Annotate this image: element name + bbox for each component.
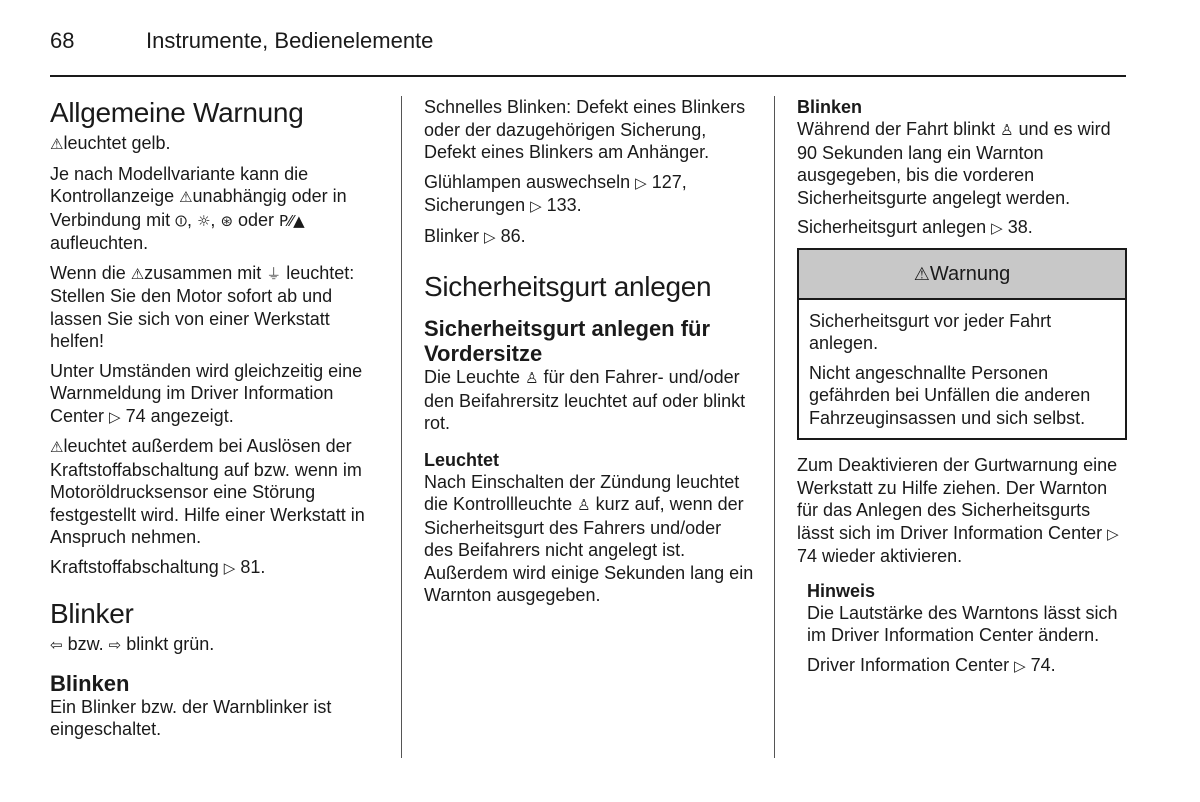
heading-leuchtet: Leuchtet: [424, 449, 500, 470]
paragraph: [50, 556, 382, 580]
page-number: 68: [50, 28, 75, 53]
warning-icon: ⚠: [179, 188, 193, 206]
paragraph: Sicherheitsgurt vor jeder Fahrt anlegen.: [809, 310, 1052, 353]
paragraph: [424, 225, 754, 249]
text: Wenn die: [50, 262, 131, 283]
paragraph: [50, 360, 382, 429]
page-header: [50, 28, 433, 54]
text: Blinker: [424, 225, 485, 246]
engine-icon: ⏼: [175, 211, 187, 230]
seatbelt-icon: ♙: [1000, 121, 1014, 139]
text: wieder aktivieren.: [817, 546, 963, 566]
text: Driver Information Center: [807, 654, 1015, 675]
text: angezeigt.: [145, 405, 234, 426]
paragraph: [797, 118, 1127, 209]
page-reference[interactable]: 86.: [500, 225, 526, 246]
page-reference[interactable]: 127: [651, 171, 682, 192]
paragraph: Ein Blinker bzw. der Warnblinker ist eingeschaltet.: [50, 696, 332, 739]
text: leuchtet gelb.: [63, 133, 171, 153]
warning-icon: ⚠: [50, 438, 64, 456]
text: Glühlampen auswechseln: [424, 171, 636, 192]
text: kurz auf, wenn der Sicherheitsgurt des Fahrers und/oder des Beifahrers nicht angelegt ist. Außerdem wird einige Sekunden lang ein Warnton ausgegeben.: [424, 494, 754, 605]
paragraph: [424, 471, 754, 607]
left-arrow-icon: ⇦: [50, 636, 63, 654]
paragraph: Die Lautstärke des Warntons lässt sich im Driver Information Center ändern.: [807, 602, 1118, 645]
text: aufleuchten.: [50, 233, 149, 253]
paragraph: [50, 262, 382, 353]
paragraph: Nicht angeschnallte Personen gefährden bei Unfällen die anderen Fahrzeuginsassen und sich selbst.: [809, 362, 1091, 428]
text: Sicherheitsgurt anlegen: [797, 217, 992, 237]
paragraph: [424, 171, 754, 218]
text: leuchtet: Stellen Sie den Motor sofort ab und lassen Sie sich von einer Werkstatt helfen!: [50, 262, 355, 351]
warning-icon: ⚠: [130, 264, 145, 283]
warning-icon: ⚠: [50, 135, 64, 153]
heading-blinken: Blinken: [50, 670, 130, 696]
parking-icon: P⁄⁄▲: [279, 211, 305, 230]
text: Je nach Modellvariante kann die Kontrollanzeige: [50, 163, 309, 206]
paragraph: [424, 366, 754, 435]
column-1: [50, 96, 382, 748]
seatbelt-icon: ♙: [525, 369, 539, 387]
heading-note: Hinweis: [807, 580, 876, 601]
text: Die Leuchte: [424, 367, 526, 387]
right-arrow-icon: ⇨: [108, 636, 122, 654]
page-reference[interactable]: 74: [797, 546, 818, 566]
column-divider-2: [774, 96, 775, 758]
reference-icon: ▷: [991, 219, 1003, 237]
text: Während der Fahrt blinkt: [797, 119, 1001, 139]
page-reference[interactable]: 133.: [546, 195, 582, 215]
text: , Sicherungen: [424, 171, 687, 215]
reference-icon: ▷: [109, 407, 121, 426]
page-title: Instrumente, Bedienelemente: [146, 28, 434, 53]
note-block: [797, 580, 1127, 678]
paragraph: [797, 216, 1127, 240]
column-3: [797, 96, 1127, 684]
warning-icon: ⚠: [913, 263, 930, 285]
header-rule: [50, 75, 1126, 77]
warning-box: [797, 248, 1127, 441]
text: unabhängig oder in Verbindung mit: [50, 186, 347, 230]
reference-icon: ▷: [223, 558, 236, 577]
reference-icon: ▷: [484, 227, 496, 246]
page-reference[interactable]: 38.: [1007, 217, 1033, 237]
reference-icon: ▷: [1014, 656, 1026, 675]
column-2: [424, 96, 754, 614]
brake-icon: ⊛: [220, 211, 234, 230]
text: oder: [233, 209, 280, 230]
text: für den Fahrer- und/oder den Beifahrersitz leuchtet auf oder blinkt rot.: [424, 367, 746, 433]
text: und es wird 90 Sekunden lang ein Warnton ausgegeben, bis die vorderen Sicherheitsgurte angelegt werden.: [797, 119, 1111, 208]
warning-box-header: [799, 250, 1125, 300]
paragraph: Je nach Modellvariante kann die Kontrollanzeige ⚠unabhängig oder in Verbindung mit ⏼, ☼, ⊛ oder P⁄⁄▲ aufleuchten.: [50, 163, 347, 253]
heading-front-seats: Sicherheitsgurt anlegen für Vordersitze: [424, 316, 711, 366]
page-reference[interactable]: 74: [125, 405, 146, 426]
text: Zum Deaktivieren der Gurtwarnung eine Werkstatt zu Hilfe ziehen. Der Warnton für das Anlegen des Sicherheitsgurts lässt sich im Driver Information Center: [797, 455, 1118, 543]
page-reference[interactable]: 81.: [240, 556, 266, 577]
text: Unter Umständen wird gleichzeitig eine Warnmeldung im Driver Information Center: [50, 360, 363, 426]
reference-icon: ▷: [635, 173, 647, 192]
text: zusammen mit: [144, 262, 267, 283]
paragraph: [50, 633, 382, 657]
heading-blinken: Blinken: [797, 97, 863, 117]
sun-icon: ☼: [196, 211, 211, 230]
paragraph: [50, 132, 382, 156]
paragraph: [50, 435, 382, 549]
heading-general-warning: Allgemeine Warnung: [50, 97, 304, 128]
heading-blinker: Blinker: [50, 598, 134, 629]
column-divider-1: [401, 96, 402, 758]
warning-title: Warnung: [929, 262, 1011, 285]
reference-icon: ▷: [530, 197, 542, 215]
text: blinkt grün.: [121, 634, 215, 654]
text: leuchtet außerdem bei Auslösen der Kraftstoffabschaltung auf bzw. wenn im Motoröldrucksensor eine Störung festgestellt wird. Hilfe einer Werkstatt in Anspruch nehmen.: [50, 436, 365, 547]
paragraph: [807, 654, 1127, 678]
warning-box-body: [799, 300, 1125, 439]
oil-icon: ⏚: [266, 264, 282, 283]
seatbelt-icon: ♙: [577, 496, 591, 514]
page-reference[interactable]: 74.: [1030, 654, 1056, 675]
text: Nach Einschalten der Zündung leuchtet die Kontrollleuchte: [424, 471, 740, 514]
reference-icon: ▷: [1107, 524, 1119, 543]
text: bzw.: [62, 634, 109, 654]
text: Kraftstoffabschaltung: [50, 556, 224, 577]
heading-seatbelt: Sicherheitsgurt anlegen: [424, 271, 712, 302]
paragraph: Schnelles Blinken: Defekt eines Blinkers oder der dazugehörigen Sicherung, Defekt eines Blinkers am Anhänger.: [424, 97, 746, 162]
paragraph: [797, 454, 1127, 568]
